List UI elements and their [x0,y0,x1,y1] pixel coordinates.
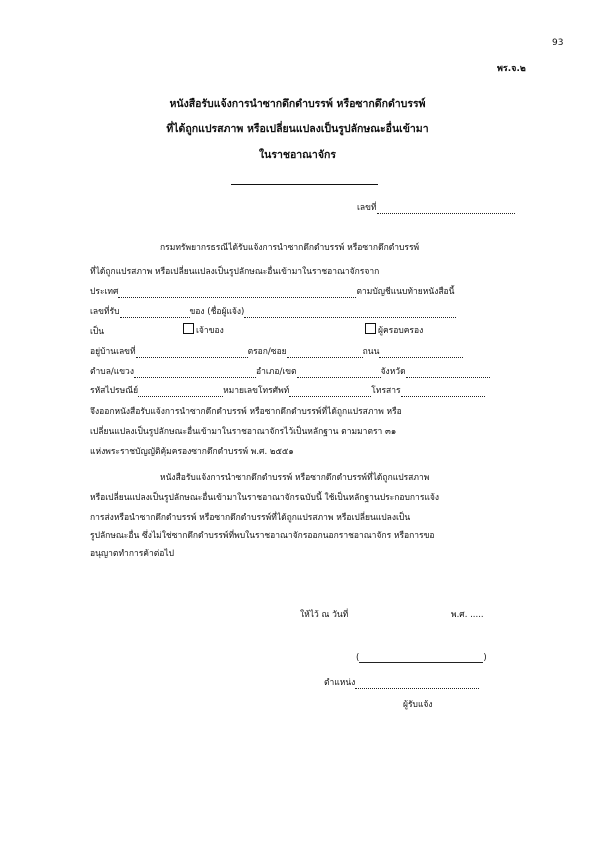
subdistrict-label: ตำบล/แขวง [90,367,134,377]
country-row [90,284,454,298]
issued-year-label: พ.ศ. ..... [451,610,484,620]
country-field[interactable] [118,288,356,298]
as-label: เป็น [90,327,105,337]
issued-date-label: ให้ไว้ ณ วันที่ [300,610,349,620]
owner-checkbox[interactable] [183,323,194,334]
province-field[interactable] [406,368,490,378]
address-row-2 [90,364,490,378]
owner-checkbox-row [183,323,224,337]
phone-label: หมายเลขโทรศัพท์ [223,386,290,396]
signature-name-row [356,653,487,663]
para1-line-2: ที่ได้ถูกแปรสภาพ หรือเปลี่ยนแปลงเป็นรูปลักษณะอื่นเข้ามาในราชอาณาจักรจาก [90,267,380,277]
position-row [324,675,479,689]
para2-line-1: จึงออกหนังสือรับแจ้งการนำซากดึกดำบรรพ์ หรือซากดึกดำบรรพ์ที่ได้ถูกแปรสภาพ หรือ [90,407,402,417]
address-row-3 [90,383,485,397]
para3-line-1: หนังสือรับแจ้งการนำซากดึกดำบรรพ์ หรือซากดึกดำบรรพ์ที่ได้ถูกแปรสภาพ [160,473,430,483]
form-code: พร.จ.๒ [497,64,526,74]
title-line-3: ในราชอาณาจักร [259,149,336,161]
phone-field[interactable] [289,387,371,397]
house-no-field[interactable] [136,348,248,358]
doc-number-label: เลขที่ [357,203,377,213]
road-label: ถนน [362,347,380,357]
para1-line-1: กรมทรัพยากรธรณีได้รับแจ้งการนำซากดึกดำบรรพ์ หรือซากดึกดำบรรพ์ [160,243,420,253]
para3-line-2: หรือเปลี่ยนแปลงเป็นรูปลักษณะอื่นเข้ามาในราชอาณาจักรฉบับนี้ ใช้เป็นหลักฐานประกอบการแจ้ง [90,493,439,503]
fax-label: โทรสาร [371,386,401,396]
doc-number-field[interactable] [377,204,515,214]
para2-line-3: แห่งพระราชบัญญัติคุ้มครองซากดึกดำบรรพ์ พ.ศ. ๒๕๕๑ [90,447,294,457]
position-label: ตำแหน่ง [324,678,356,688]
para3-line-5: อนุญาตทำการค้าต่อไป [90,549,175,559]
alley-field[interactable] [287,348,363,358]
para2-line-2: เปลี่ยนแปลงเป็นรูปลักษณะอื่นเข้ามาในราชอาณาจักรไว้เป็นหลักฐาน ตามมาตรา ๓๑ [90,427,397,437]
signature-name-field[interactable] [359,653,483,663]
house-no-label: อยู่บ้านเลขที่ [90,347,136,357]
notifier-name-field[interactable] [244,308,456,318]
signature-close-paren: ) [483,653,487,663]
receipt-row [90,304,456,318]
receiver-label: ผู้รับแจ้ง [403,700,433,710]
fax-field[interactable] [401,387,485,397]
list-label: ตามบัญชีแนบท้ายหนังสือนี้ [356,287,455,297]
district-field[interactable] [297,368,381,378]
position-field[interactable] [355,679,479,689]
title-line-2: ที่ได้ถูกแปรสภาพ หรือเปลี่ยนแปลงเป็นรูปลักษณะอื่นเข้ามา [166,123,429,135]
subdistrict-field[interactable] [134,368,256,378]
receipt-field[interactable] [120,308,190,318]
page-number: 93 [552,38,564,48]
district-label: อำเภอ/เขต [255,367,297,377]
holder-checkbox[interactable] [365,323,376,334]
of-label: ของ (ชื่อผู้แจ้ง) [189,307,245,317]
receipt-label: เลขที่รับ [90,307,120,317]
title-line-1: หนังสือรับแจ้งการนำซากดึกดำบรรพ์ หรือซากดึกดำบรรพ์ [169,98,426,110]
road-field[interactable] [379,348,463,358]
signature-open-paren: ( [356,653,360,663]
title-underline [231,184,378,185]
para3-line-4: รูปลักษณะอื่น ซึ่งไม่ใช่ซากดึกดำบรรพ์ที่พบในราชอาณาจักรออกนอกราชอาณาจักร หรือการขอ [90,531,435,541]
holder-option-label: ผู้ครอบครอง [378,326,424,336]
doc-number-row [357,200,515,214]
owner-option-label: เจ้าของ [196,326,224,336]
holder-checkbox-row [365,323,423,337]
para3-line-3: การส่งหรือนำซากดึกดำบรรพ์ หรือซากดึกดำบรรพ์ที่ได้ถูกแปรสภาพ หรือเปลี่ยนแปลงเป็น [90,513,411,523]
alley-label: ตรอก/ซอย [247,347,287,357]
country-label: ประเทศ [90,287,119,297]
address-row-1 [90,344,463,358]
province-label: จังหวัด [380,367,406,377]
postcode-field[interactable] [138,387,223,397]
postcode-label: รหัสไปรษณีย์ [90,386,139,396]
